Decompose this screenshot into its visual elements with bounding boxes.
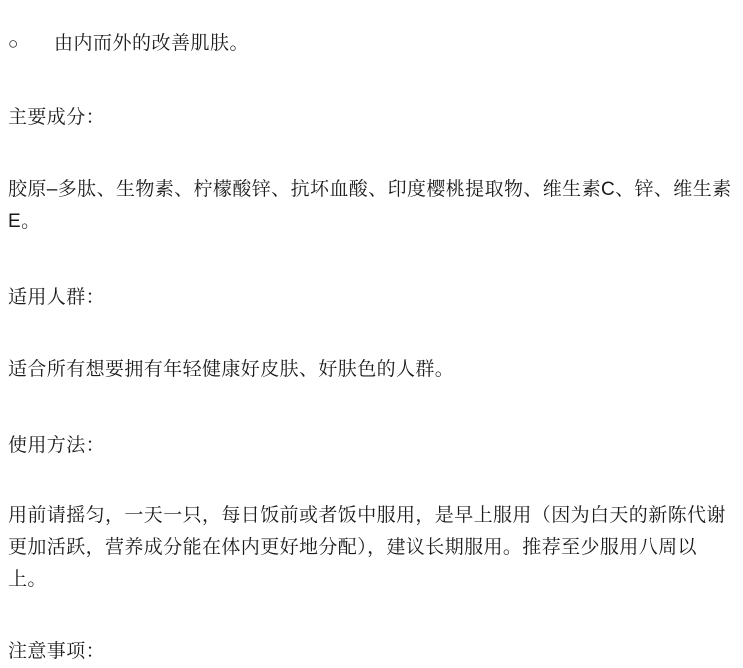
section-heading-audience: 适用人群： (8, 287, 106, 308)
section-body-usage: 用前请摇匀，一天一只，每日饭前或者饭中服用，是早上服用（因为白天的新陈代谢更加活跃，营养成分能在体内更好地分配），建议长期服用。推荐至少服用八周以上。 (8, 505, 726, 590)
document-page (0, 30, 743, 662)
section-heading-usage: 使用方法： (8, 435, 106, 456)
section-heading-ingredients: 主要成分： (8, 107, 106, 128)
section-heading-notes: 注意事项： (8, 641, 106, 662)
bullet-circle-icon: ○ (8, 34, 19, 53)
section-body-audience: 适合所有想要拥有年轻健康好皮肤、好肤色的人群。 (8, 359, 455, 380)
section-heading-notes-clipped (8, 636, 735, 662)
bullet-list-item (8, 30, 735, 58)
bullet-item-text: 由内而外的改善肌肤。 (54, 33, 250, 54)
section-body-ingredients: 胶原–多肽、生物素、柠檬酸锌、抗坏血酸、印度樱桃提取物、维生素C、锌、维生素E。 (8, 179, 732, 232)
